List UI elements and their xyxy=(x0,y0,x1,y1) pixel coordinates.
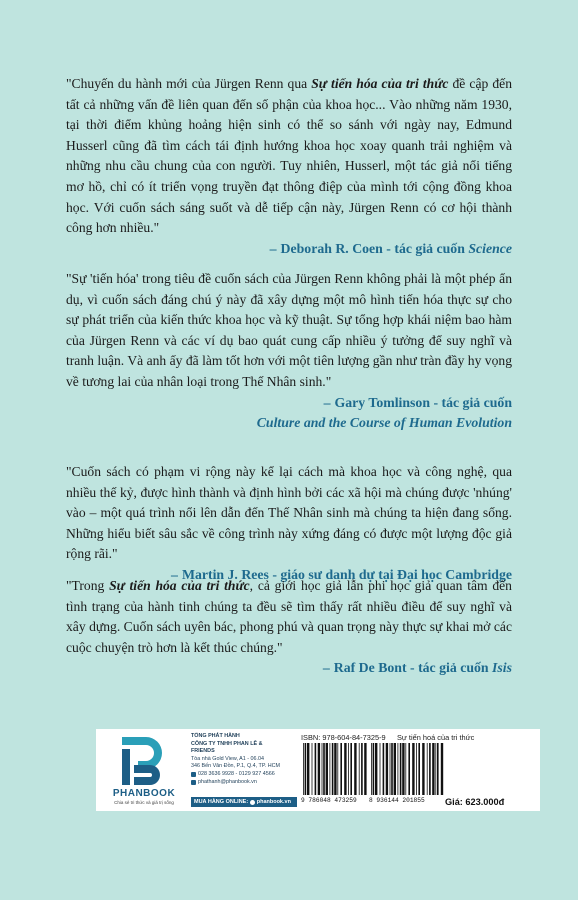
barcode-bar xyxy=(398,743,399,795)
barcode-bars xyxy=(301,743,537,797)
distributor-email xyxy=(191,779,287,787)
barcode-bar xyxy=(380,743,381,795)
barcode-bar xyxy=(405,743,406,795)
distributor-company: CÔNG TY TNHH PHAN LÊ & FRIENDS xyxy=(191,740,263,755)
barcode-bar xyxy=(330,743,331,795)
barcode-bar xyxy=(332,743,334,795)
barcode-bar xyxy=(340,743,342,795)
barcode-bar xyxy=(318,743,320,795)
quote-martin-rees xyxy=(66,462,512,586)
barcode-bar xyxy=(386,743,388,795)
quote-text-part: "Trong xyxy=(66,578,110,593)
barcode-bar xyxy=(390,743,391,795)
barcode-bar xyxy=(412,743,414,795)
logo-slogan: Chia sẻ tri thức và giá trị sống xyxy=(114,800,174,805)
barcode-bar xyxy=(437,743,439,795)
quote-raf-de-bont xyxy=(66,576,512,679)
barcode-bar xyxy=(322,743,323,795)
barcode-bar xyxy=(350,743,352,795)
barcode-bar xyxy=(422,743,424,795)
barcode-bar xyxy=(416,743,417,795)
author-work: Isis xyxy=(492,660,512,676)
book-title-inline: Sự tiến hóa của tri thức xyxy=(311,76,449,91)
phone-icon xyxy=(191,772,196,777)
barcode-bar xyxy=(394,743,396,795)
barcode-bar xyxy=(418,743,420,795)
buy-label: MUA HÀNG ONLINE: xyxy=(194,799,249,805)
quote-text xyxy=(66,74,512,239)
barcode-bar xyxy=(315,743,317,795)
author-name: Raf De Bont - tác giả cuốn xyxy=(333,660,493,676)
logo-text: PHANBOOK xyxy=(112,788,176,799)
publisher-logo xyxy=(96,729,191,811)
barcode-bar xyxy=(323,743,325,795)
barcode-bar xyxy=(408,743,410,795)
barcode-bar xyxy=(337,743,338,795)
distributor-heading: TỔNG PHÁT HÀNH xyxy=(191,733,240,739)
publisher-strip xyxy=(96,729,540,811)
author-name: Gary Tomlinson - tác giả cuốn xyxy=(334,394,512,410)
price-label: Giá: 623.000đ xyxy=(445,797,505,807)
dash: – xyxy=(269,240,277,256)
quote-attribution xyxy=(66,393,512,414)
barcode-bar xyxy=(307,743,309,795)
quote-attribution xyxy=(66,658,512,679)
author-work: Science xyxy=(468,240,512,256)
barcode-bar xyxy=(432,743,434,795)
quote-text-part: đề cập đến tất cả những vấn đề liên quan đến số phận của khoa học... Vào những năm 1930, tại thời điểm khủng hoảng hiện sinh có thể so sánh với ngày nay, Edmund Husserl cũng đã tìm cách tái định hướng khoa học xoay quanh trải nghiệm và những nhu cầu chung của con người. Tuy nhiên, Husserl, một tác giả nổi tiếng mơ hồ, chỉ có ít triển vọng truyền đạt thông điệp của mình tới cộng đồng khoa học. Với cuốn sách sáng suốt và dễ tiếp cận này, Jürgen Renn có cơ hội thành công hơn nhiều." xyxy=(66,76,512,236)
distributor-address-1: Tòa nhà Gold View, A1 - 06.04 xyxy=(191,755,265,762)
barcode-bar xyxy=(429,743,431,795)
quote-gary-tomlinson xyxy=(66,269,512,434)
quote-text-part: "Chuyến du hành mới của Jürgen Renn qua xyxy=(66,76,312,91)
dash: – xyxy=(171,566,178,582)
barcode-bar xyxy=(375,743,377,795)
barcode-bar xyxy=(402,743,404,795)
mail-icon xyxy=(191,780,196,785)
barcode-bar xyxy=(326,743,328,795)
barcode-bar xyxy=(359,743,360,795)
barcode-bar xyxy=(312,743,313,795)
book-title-inline: Sự tiến hóa của tri thức xyxy=(109,578,250,593)
barcode-digits-isbn: 9 786048 473259 xyxy=(301,797,357,804)
dash: – xyxy=(323,394,331,410)
barcode-bar xyxy=(348,743,349,795)
isbn-text: ISBN: 978-604-84-7325-9 xyxy=(301,733,386,742)
dash: – xyxy=(322,660,330,676)
author-name: Martin J. Rees - giáo sư danh dự tại Đại học Cambridge xyxy=(181,566,512,582)
barcode-bar xyxy=(364,743,366,795)
quote-text: "Cuốn sách có phạm vi rộng này kể lại cách mà khoa học và công nghệ, qua nhiều thế kỷ, được hình thành và định hình bởi các xã hội mà chúng được 'nhúng' vào – một quá trình nổi lên dẫn đến Thế Nhân sinh mà chúng ta hiện đang sống. Những hiểu biết sâu sắc về công trình này xứng đáng có được một lượng độc giả rộng rãi." xyxy=(66,464,512,562)
distributor-address-2: 346 Bến Vân Đồn, P.1, Q.4, TP. HCM xyxy=(191,763,280,770)
barcode-bar xyxy=(305,743,307,795)
barcode-area xyxy=(297,729,540,811)
barcode-bar xyxy=(334,743,336,795)
author-name: Deborah R. Coen - tác giả cuốn xyxy=(280,240,469,256)
barcode-digits-ean: 8 936144 201855 xyxy=(369,797,425,804)
barcode-bar xyxy=(354,743,356,795)
quote-text-part: , cả giới học giả lẫn phi học giả quan tâm đến tình trạng của hành tinh chúng ta đều sẽ tìm thấy rất nhiều điều để suy nghĩ và xây dựng. Cuốn sách uyên bác, phong phú và quan trọng này thực sự khai mở các cuộc chuyện trò hơn là kết thúc chúng." xyxy=(66,578,512,655)
barcode-bar xyxy=(371,743,372,795)
barcode-bar xyxy=(435,743,436,795)
quote-text xyxy=(66,576,512,658)
quote-text: "Sự 'tiến hóa' trong tiêu đề cuốn sách của Jürgen Renn không phải là một phép ẩn dụ, vì cuốn sách đáng chú ý này đã xây dựng một mô hình tiến hóa thực sự cho sự phát triển của kiến thức khoa học và kỹ thuật. Sự tổng hợp khái niệm bao hàm của Jürgen Renn và các ví dụ bao quát cung cấp nhiều ý tưởng để suy nghĩ và tranh luận. Và anh ấy đã làm tốt hơn với một tiên lượng gần như tràn đầy hy vọng về tương lai của nhân loại trong Thế Nhân sinh." xyxy=(66,271,512,389)
barcode-book-title: Sự tiến hoá của tri thức xyxy=(397,733,475,742)
barcode-bar xyxy=(373,743,375,795)
barcode-bar xyxy=(361,743,363,795)
barcode-bar xyxy=(303,743,304,795)
quote-attribution xyxy=(66,239,512,260)
distributor-phone xyxy=(191,771,287,779)
phanbook-logo-icon xyxy=(116,735,164,787)
email-text: phathanh@phanbook.vn xyxy=(198,778,257,785)
barcode-bar xyxy=(391,743,393,795)
barcode-bar xyxy=(383,743,385,795)
author-work-line xyxy=(66,413,512,434)
barcode-bar xyxy=(427,743,428,795)
author-work: Culture and the Course of Human Evolution xyxy=(256,415,512,431)
phone-text: 028 3636 9928 - 0129 927 4566 xyxy=(198,770,275,777)
globe-icon xyxy=(250,800,255,805)
website-text: phanbook.vn xyxy=(256,799,291,805)
barcode-bar xyxy=(441,743,443,795)
buy-online-banner xyxy=(191,797,297,807)
quote-deborah-coen xyxy=(66,74,512,259)
barcode-bar xyxy=(344,743,346,795)
barcode-bar xyxy=(400,743,402,795)
